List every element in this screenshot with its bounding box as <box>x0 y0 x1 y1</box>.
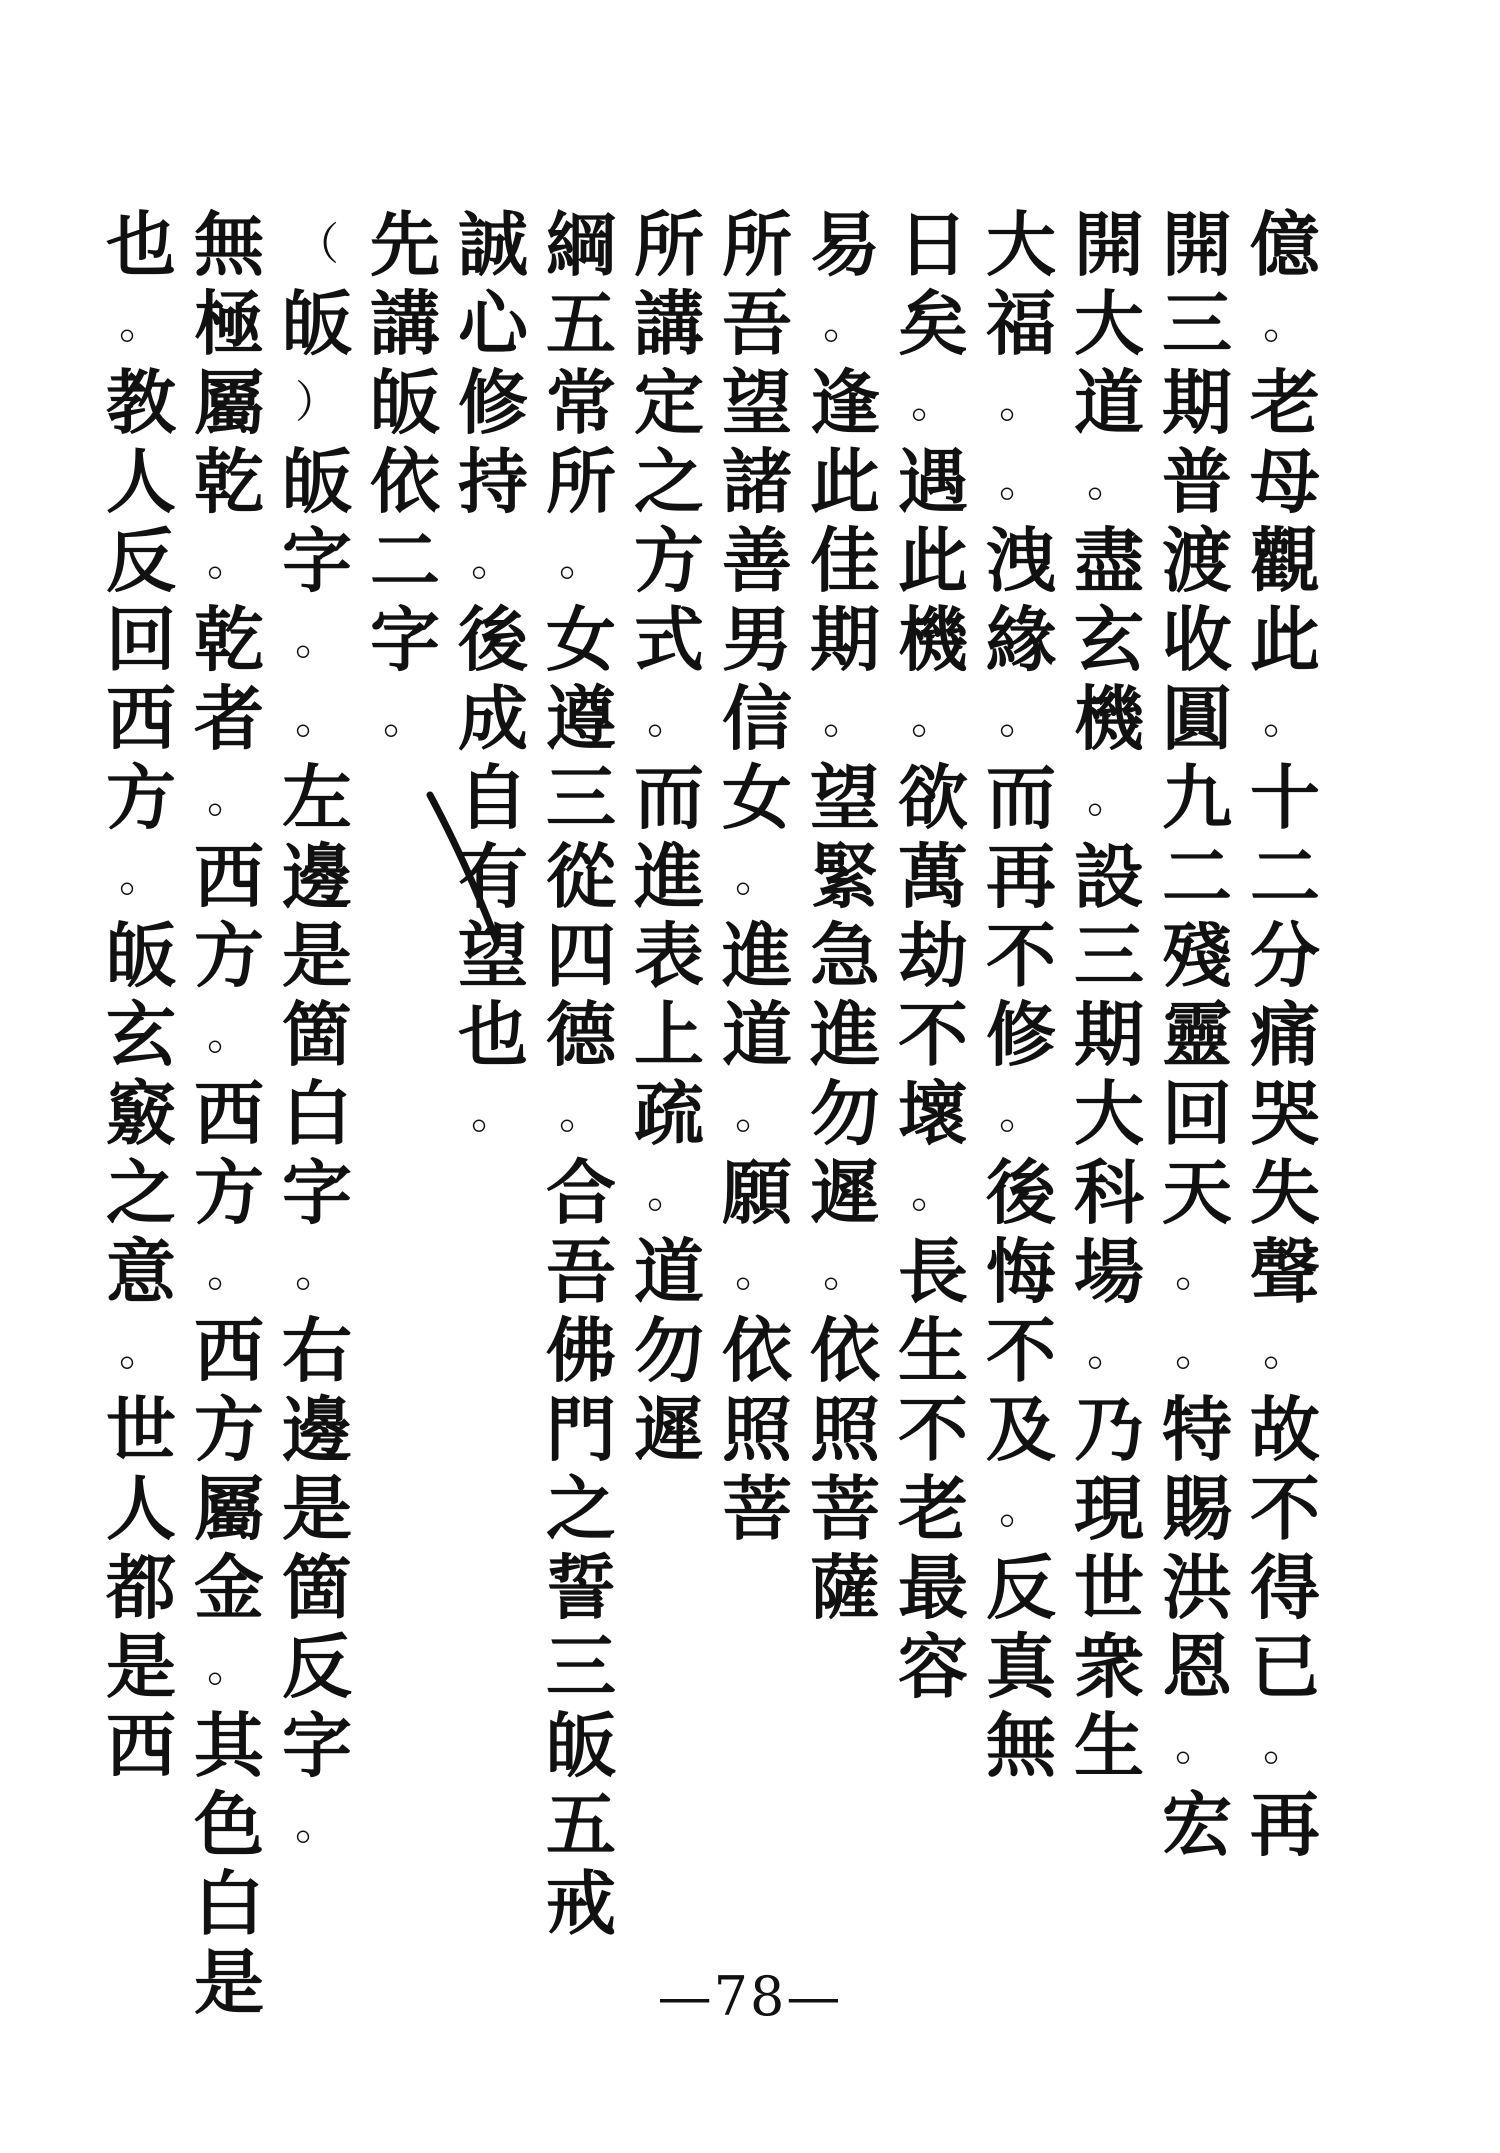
glyph: 。 <box>295 614 339 665</box>
glyph: 期 <box>1162 361 1232 444</box>
glyph: 天 <box>1162 1151 1232 1234</box>
glyph: 得 <box>1250 1546 1320 1629</box>
glyph: 反 <box>282 1625 352 1708</box>
glyph: 洩 <box>986 519 1056 602</box>
glyph: 信 <box>722 677 792 760</box>
glyph: 聲 <box>1250 1230 1320 1313</box>
glyph: 白 <box>282 1072 352 1155</box>
glyph: 特 <box>1162 1388 1232 1471</box>
glyph: 竅 <box>106 1072 176 1155</box>
glyph: 。 <box>207 535 251 586</box>
glyph: 。 <box>911 1167 955 1218</box>
glyph: 所 <box>634 203 704 286</box>
glyph: 字 <box>370 598 440 681</box>
glyph: 不 <box>1250 1467 1320 1550</box>
glyph: 屬 <box>194 1467 264 1550</box>
glyph: 照 <box>810 1388 880 1471</box>
glyph: 真 <box>986 1625 1056 1708</box>
glyph: 。 <box>999 377 1043 428</box>
glyph: 。 <box>823 1246 867 1297</box>
glyph: 之 <box>546 1467 616 1550</box>
glyph: 再 <box>986 835 1056 918</box>
glyph: 世 <box>1074 1546 1144 1629</box>
glyph: 科 <box>1074 1151 1144 1234</box>
glyph: 是 <box>194 1941 264 2024</box>
glyph: 五 <box>546 1783 616 1866</box>
glyph: 依 <box>370 440 440 523</box>
glyph: 。 <box>647 1167 691 1218</box>
glyph: 不 <box>898 1388 968 1471</box>
glyph: 西 <box>106 1704 176 1787</box>
glyph: 。 <box>207 1009 251 1060</box>
glyph: 三 <box>546 1625 616 1708</box>
glyph: 觀 <box>1250 519 1320 602</box>
glyph: 照 <box>722 1388 792 1471</box>
glyph: 。 <box>1175 1246 1219 1297</box>
glyph: 最 <box>898 1546 968 1629</box>
glyph: 衆 <box>1074 1625 1144 1708</box>
glyph: 生 <box>898 1309 968 1392</box>
glyph: 哭 <box>1250 1072 1320 1155</box>
glyph: 諸 <box>722 440 792 523</box>
glyph: 二 <box>1250 835 1320 918</box>
glyph: 道 <box>634 1230 704 1313</box>
glyph: 依 <box>722 1309 792 1392</box>
glyph: 色 <box>194 1783 264 1866</box>
glyph: 疏 <box>634 1072 704 1155</box>
glyph: 。 <box>471 535 515 586</box>
glyph: 二 <box>1162 835 1232 918</box>
glyph: 。 <box>1263 1325 1307 1376</box>
glyph: 此 <box>898 519 968 602</box>
glyph: 人 <box>106 440 176 523</box>
glyph: 不 <box>986 1309 1056 1392</box>
glyph: 三 <box>1074 914 1144 997</box>
glyph: 講 <box>370 282 440 365</box>
glyph: 盡 <box>1074 519 1144 602</box>
glyph: 。 <box>119 851 163 902</box>
glyph: 勿 <box>810 1072 880 1155</box>
glyph: 修 <box>458 361 528 444</box>
glyph: 長 <box>898 1230 968 1313</box>
glyph: 劫 <box>898 914 968 997</box>
glyph: 方 <box>106 756 176 839</box>
glyph: 上 <box>634 993 704 1076</box>
glyph: 願 <box>722 1151 792 1234</box>
glyph: 有 <box>458 835 528 918</box>
glyph: 逢 <box>810 361 880 444</box>
glyph: 。 <box>1263 298 1307 349</box>
glyph: 大 <box>1074 1072 1144 1155</box>
glyph: 玄 <box>106 993 176 1076</box>
glyph: 意 <box>106 1230 176 1313</box>
glyph: 道 <box>722 993 792 1076</box>
glyph: 反 <box>106 519 176 602</box>
glyph: 後 <box>458 598 528 681</box>
glyph: 佳 <box>810 519 880 602</box>
glyph: 。 <box>1263 1720 1307 1771</box>
glyph: 渡 <box>1162 519 1232 602</box>
glyph: 方 <box>634 519 704 602</box>
glyph: 遲 <box>634 1388 704 1471</box>
glyph: 皈 <box>546 1704 616 1787</box>
glyph: 緣 <box>986 598 1056 681</box>
glyph: 壞 <box>898 1072 968 1155</box>
glyph: 大 <box>1074 282 1144 365</box>
glyph: 再 <box>1250 1783 1320 1866</box>
glyph: 望 <box>810 756 880 839</box>
glyph: 箇 <box>282 1546 352 1629</box>
glyph: 世 <box>106 1388 176 1471</box>
glyph: 萬 <box>898 835 968 918</box>
glyph: 吾 <box>722 282 792 365</box>
glyph: 。 <box>999 1088 1043 1139</box>
glyph: 自 <box>458 756 528 839</box>
glyph: 綱 <box>546 203 616 286</box>
glyph: 望 <box>458 914 528 997</box>
glyph: 心 <box>458 282 528 365</box>
glyph: 合 <box>546 1151 616 1234</box>
glyph: 回 <box>106 598 176 681</box>
glyph: 十 <box>1250 756 1320 839</box>
glyph: 邊 <box>282 1388 352 1471</box>
glyph: 開 <box>1162 203 1232 286</box>
glyph: 期 <box>810 598 880 681</box>
glyph: 五 <box>546 282 616 365</box>
glyph: 。 <box>471 1088 515 1139</box>
glyph: 極 <box>194 282 264 365</box>
glyph: 。 <box>119 1325 163 1376</box>
glyph: 屬 <box>194 361 264 444</box>
glyph: 皈 <box>282 440 352 523</box>
glyph: 機 <box>1074 677 1144 760</box>
glyph: （ <box>295 219 339 270</box>
glyph: 佛 <box>546 1309 616 1392</box>
glyph: 持 <box>458 440 528 523</box>
glyph: 此 <box>810 440 880 523</box>
glyph: 所 <box>546 440 616 523</box>
glyph: 而 <box>634 756 704 839</box>
glyph: 矣 <box>898 282 968 365</box>
glyph: 。 <box>1087 1325 1131 1376</box>
glyph: 大 <box>986 203 1056 286</box>
glyph: 四 <box>546 914 616 997</box>
glyph: 賜 <box>1162 1467 1232 1550</box>
glyph: 是 <box>282 914 352 997</box>
glyph: 。 <box>559 535 603 586</box>
glyph: 普 <box>1162 440 1232 523</box>
glyph: 急 <box>810 914 880 997</box>
glyph: 。 <box>999 1483 1043 1534</box>
page-number: —78— <box>657 1965 843 2028</box>
text-column <box>800 205 890 1627</box>
glyph: 宏 <box>1162 1783 1232 1866</box>
glyph: 戒 <box>546 1862 616 1945</box>
glyph: 靈 <box>1162 993 1232 1076</box>
glyph: 億 <box>1250 203 1320 286</box>
glyph: 現 <box>1074 1467 1144 1550</box>
glyph: 期 <box>1074 993 1144 1076</box>
glyph: 此 <box>1250 598 1320 681</box>
glyph: 。 <box>559 1088 603 1139</box>
glyph: 不 <box>898 993 968 1076</box>
glyph: 無 <box>986 1704 1056 1787</box>
text-column <box>976 205 1066 1785</box>
glyph: 痛 <box>1250 993 1320 1076</box>
text-column <box>448 205 538 1153</box>
glyph: 及 <box>986 1388 1056 1471</box>
glyph: 而 <box>986 756 1056 839</box>
glyph: 。 <box>1263 693 1307 744</box>
glyph: 西 <box>194 1309 264 1392</box>
glyph: 女 <box>722 756 792 839</box>
glyph: 成 <box>458 677 528 760</box>
glyph: 薩 <box>810 1546 880 1629</box>
glyph: 已 <box>1250 1625 1320 1708</box>
text-column <box>536 205 626 1943</box>
glyph: 圓 <box>1162 677 1232 760</box>
glyph: 。 <box>735 851 779 902</box>
glyph: 也 <box>458 993 528 1076</box>
glyph: 誠 <box>458 203 528 286</box>
glyph: 人 <box>106 1467 176 1550</box>
glyph: 設 <box>1074 835 1144 918</box>
text-column <box>1152 205 1242 1864</box>
glyph: 易 <box>810 203 880 286</box>
glyph: 。 <box>295 693 339 744</box>
glyph: 。 <box>735 1246 779 1297</box>
glyph: 從 <box>546 835 616 918</box>
bracket-stroke <box>425 790 505 950</box>
glyph: 生 <box>1074 1704 1144 1787</box>
glyph: 容 <box>898 1625 968 1708</box>
glyph: 女 <box>546 598 616 681</box>
glyph: 日 <box>898 203 968 286</box>
glyph: 。 <box>735 1088 779 1139</box>
glyph: 機 <box>898 598 968 681</box>
glyph: 場 <box>1074 1230 1144 1313</box>
glyph: 分 <box>1250 914 1320 997</box>
glyph: 望 <box>722 361 792 444</box>
glyph: 表 <box>634 914 704 997</box>
glyph: 。 <box>999 693 1043 744</box>
glyph: 定 <box>634 361 704 444</box>
glyph: 無 <box>194 203 264 286</box>
glyph: 箇 <box>282 993 352 1076</box>
glyph: 先 <box>370 203 440 286</box>
glyph: 恩 <box>1162 1625 1232 1708</box>
glyph: 依 <box>810 1309 880 1392</box>
glyph: 。 <box>207 772 251 823</box>
glyph: 。 <box>207 1246 251 1297</box>
glyph: 故 <box>1250 1388 1320 1471</box>
glyph: 者 <box>194 677 264 760</box>
glyph: 。 <box>911 377 955 428</box>
glyph: 進 <box>722 914 792 997</box>
text-column <box>888 205 978 1706</box>
glyph: 殘 <box>1162 914 1232 997</box>
glyph: 右 <box>282 1309 352 1392</box>
glyph: 是 <box>106 1625 176 1708</box>
glyph: 左 <box>282 756 352 839</box>
glyph: 金 <box>194 1546 264 1629</box>
glyph: 九 <box>1162 756 1232 839</box>
glyph: 進 <box>810 993 880 1076</box>
glyph: 。 <box>1087 772 1131 823</box>
glyph: 。 <box>383 693 427 744</box>
glyph: 。 <box>911 693 955 744</box>
glyph: 德 <box>546 993 616 1076</box>
glyph: 邊 <box>282 835 352 918</box>
glyph: 收 <box>1162 598 1232 681</box>
glyph: 。 <box>823 298 867 349</box>
glyph: 。 <box>1175 1325 1219 1376</box>
glyph: 講 <box>634 282 704 365</box>
glyph: 方 <box>194 1151 264 1234</box>
glyph: 三 <box>1162 282 1232 365</box>
glyph: 開 <box>1074 203 1144 286</box>
glyph: 皈 <box>370 361 440 444</box>
glyph: 。 <box>823 693 867 744</box>
glyph: ） <box>295 377 339 428</box>
glyph: 遲 <box>810 1151 880 1234</box>
glyph: 洪 <box>1162 1546 1232 1629</box>
glyph: 皈 <box>106 914 176 997</box>
glyph: 所 <box>722 203 792 286</box>
text-column <box>712 205 802 1548</box>
glyph: 也 <box>106 203 176 286</box>
glyph: 欲 <box>898 756 968 839</box>
text-column <box>96 205 186 1785</box>
glyph: 緊 <box>810 835 880 918</box>
glyph: 方 <box>194 914 264 997</box>
glyph: 後 <box>986 1151 1056 1234</box>
glyph: 字 <box>282 1704 352 1787</box>
glyph: 福 <box>986 282 1056 365</box>
glyph: 西 <box>194 835 264 918</box>
text-column <box>1240 205 1330 1864</box>
glyph: 不 <box>986 914 1056 997</box>
glyph: 二 <box>370 519 440 602</box>
glyph: 是 <box>282 1467 352 1550</box>
glyph: 白 <box>194 1862 264 1945</box>
text-column <box>360 205 450 758</box>
glyph: 方 <box>194 1388 264 1471</box>
glyph: 字 <box>282 519 352 602</box>
glyph: 誓 <box>546 1546 616 1629</box>
glyph: 回 <box>1162 1072 1232 1155</box>
glyph: 。 <box>295 1799 339 1850</box>
glyph: 菩 <box>810 1467 880 1550</box>
glyph: 反 <box>986 1546 1056 1629</box>
glyph: 西 <box>194 1072 264 1155</box>
glyph: 遇 <box>898 440 968 523</box>
glyph: 西 <box>106 677 176 760</box>
glyph: 玄 <box>1074 598 1144 681</box>
glyph: 乃 <box>1074 1388 1144 1471</box>
text-column <box>272 205 362 1864</box>
glyph: 。 <box>999 456 1043 507</box>
glyph: 三 <box>546 756 616 839</box>
glyph: 男 <box>722 598 792 681</box>
glyph: 乾 <box>194 598 264 681</box>
glyph: 之 <box>634 440 704 523</box>
glyph: 勿 <box>634 1309 704 1392</box>
glyph: 吾 <box>546 1230 616 1313</box>
glyph: 。 <box>119 298 163 349</box>
glyph: 都 <box>106 1546 176 1629</box>
glyph: 老 <box>1250 361 1320 444</box>
glyph: 老 <box>898 1467 968 1550</box>
glyph: 。 <box>295 1246 339 1297</box>
glyph: 遵 <box>546 677 616 760</box>
glyph: 。 <box>1175 1720 1219 1771</box>
glyph: 字 <box>282 1151 352 1234</box>
glyph: 乾 <box>194 440 264 523</box>
glyph: 。 <box>207 1641 251 1692</box>
glyph: 修 <box>986 993 1056 1076</box>
glyph: 母 <box>1250 440 1320 523</box>
glyph: 皈 <box>282 282 352 365</box>
glyph: 道 <box>1074 361 1144 444</box>
glyph: 善 <box>722 519 792 602</box>
glyph: 。 <box>647 693 691 744</box>
text-column <box>184 205 274 2022</box>
glyph: 式 <box>634 598 704 681</box>
glyph: 常 <box>546 361 616 444</box>
text-column <box>1064 205 1154 1785</box>
glyph: 悔 <box>986 1230 1056 1313</box>
glyph: 教 <box>106 361 176 444</box>
glyph: 菩 <box>722 1467 792 1550</box>
glyph: 進 <box>634 835 704 918</box>
glyph: 門 <box>546 1388 616 1471</box>
glyph: 之 <box>106 1151 176 1234</box>
text-column <box>624 205 714 1469</box>
glyph: 其 <box>194 1704 264 1787</box>
glyph: 。 <box>1087 456 1131 507</box>
glyph: 失 <box>1250 1151 1320 1234</box>
